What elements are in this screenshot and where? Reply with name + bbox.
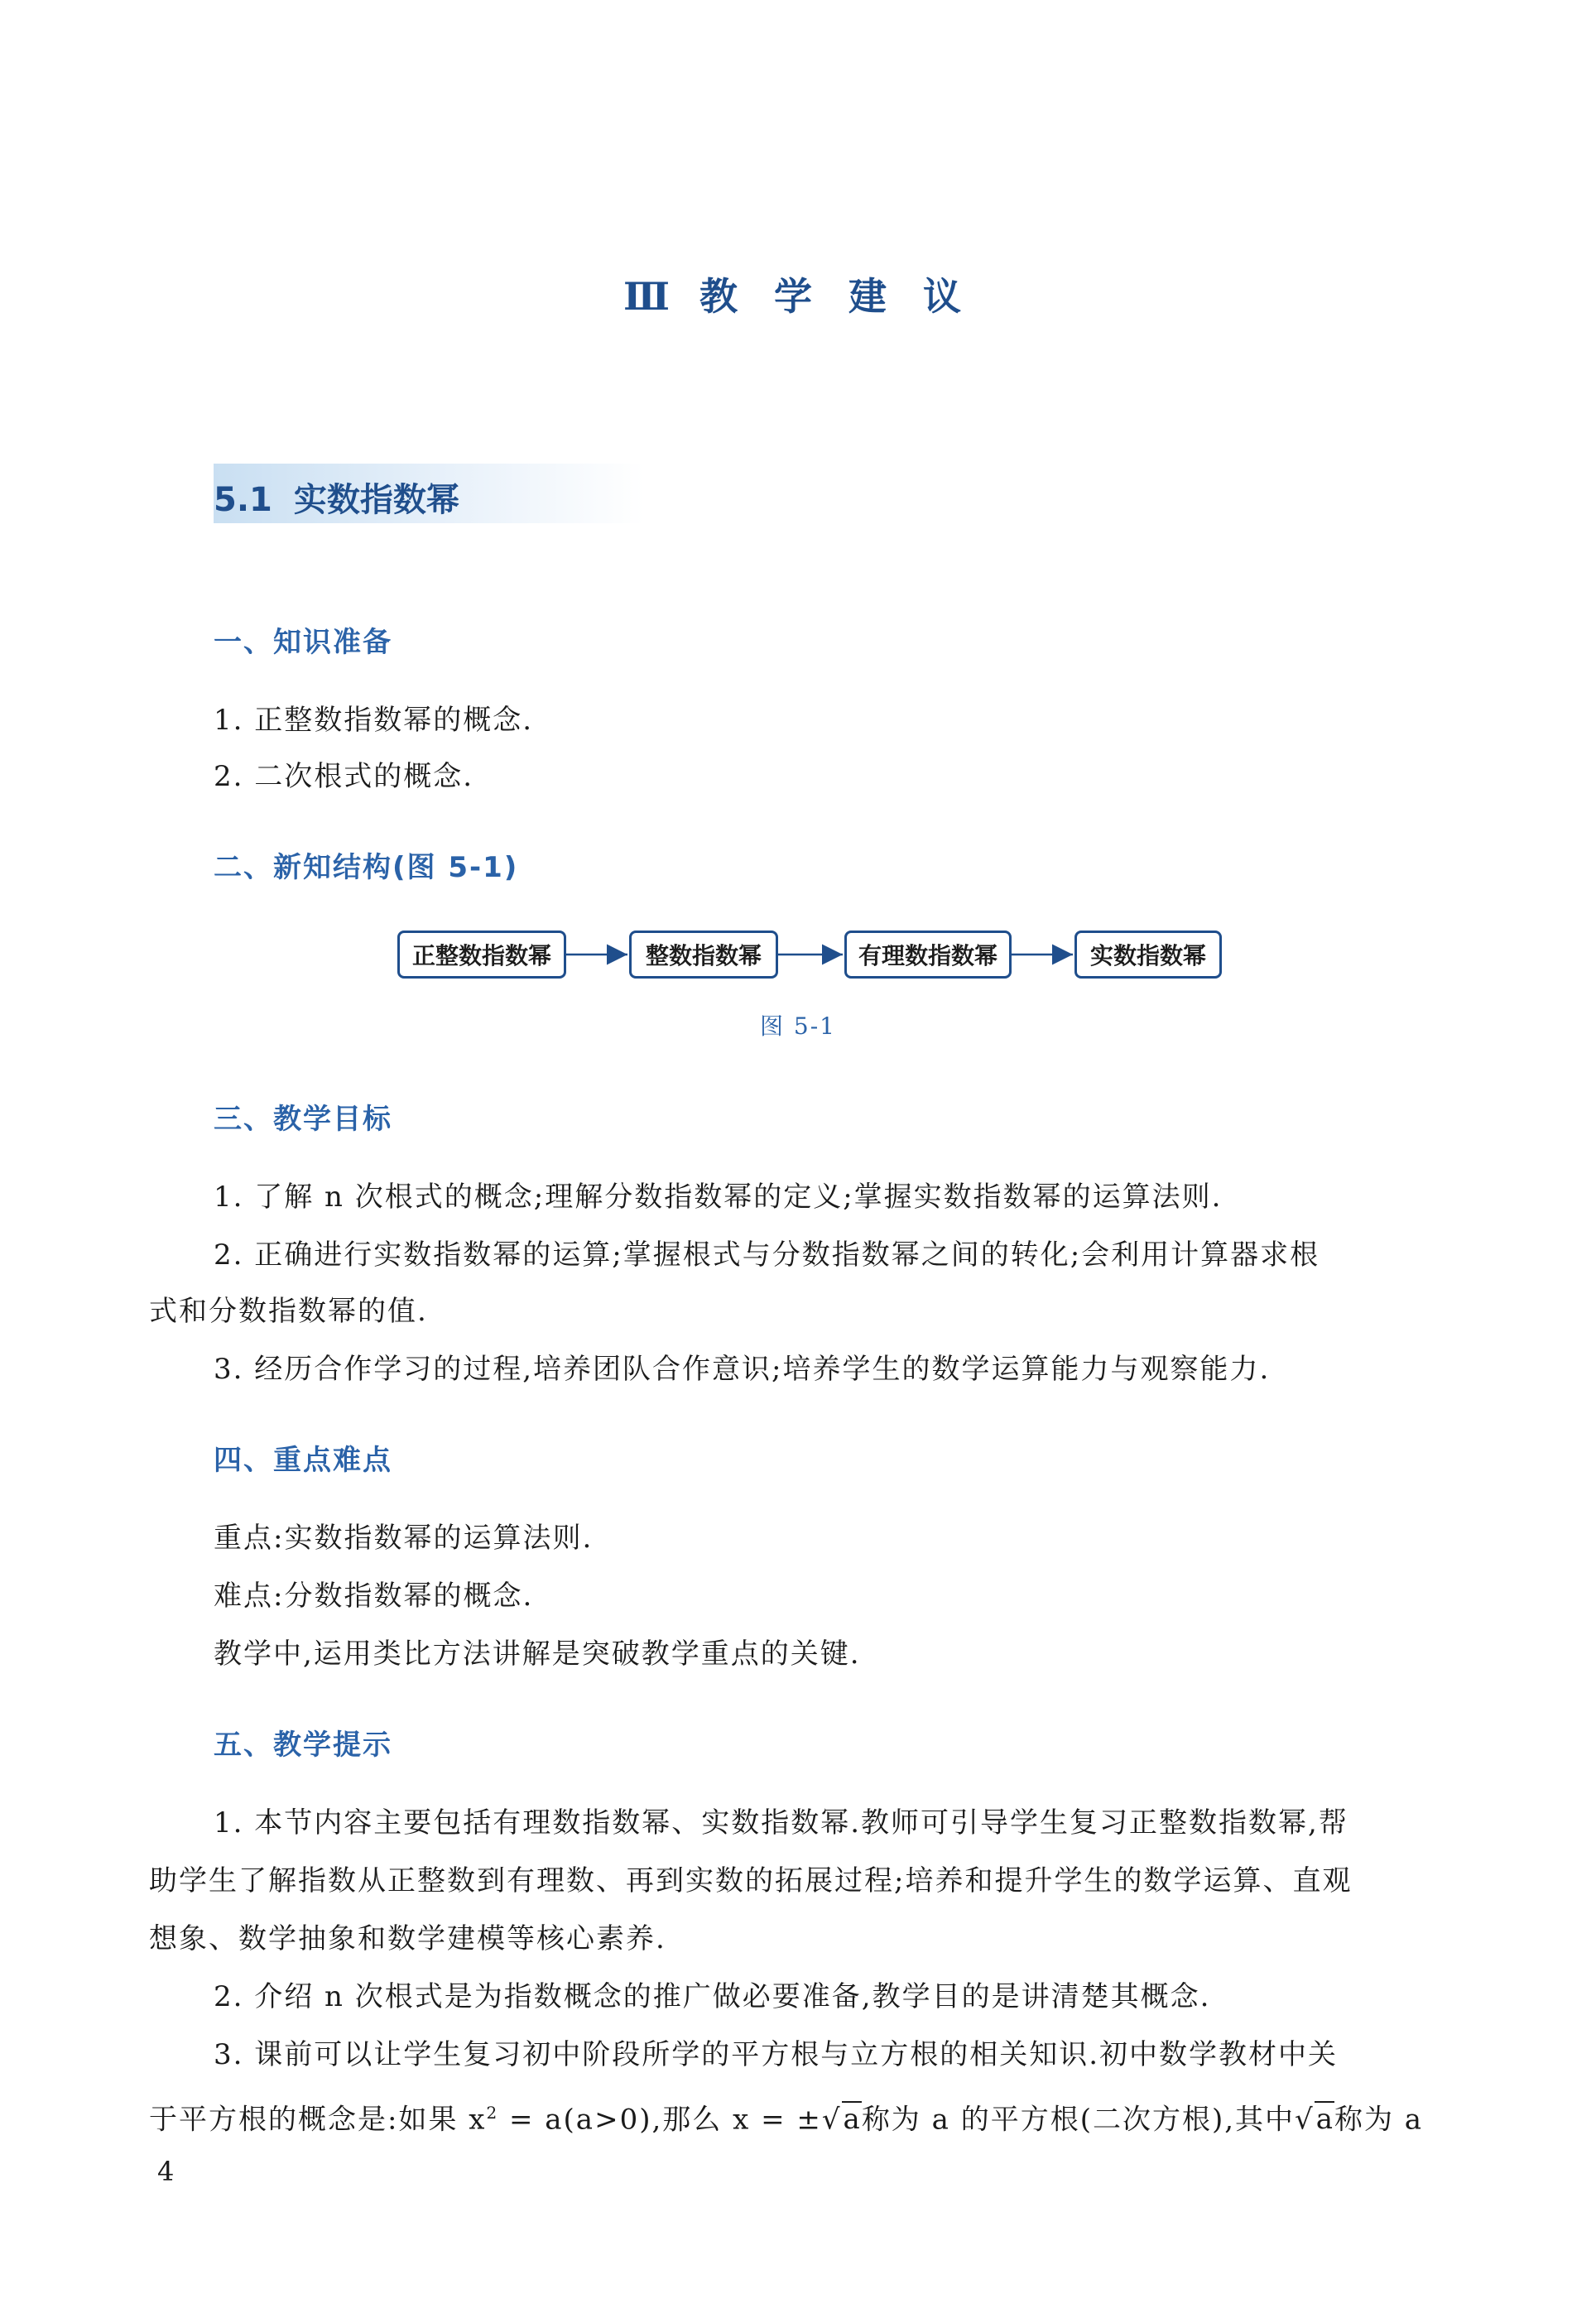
tip-line-6-part4: 称为 a bbox=[1334, 2103, 1424, 2137]
part-title-text: 教 学 建 议 bbox=[699, 274, 973, 319]
figure-caption: 图 5-1 bbox=[760, 1012, 836, 1040]
tip-line-6-superscript: 2 bbox=[486, 2103, 499, 2123]
goal-line-4: 3. 经历合作学习的过程,培养团队合作意识;培养学生的数学运算能力与观察能力. bbox=[214, 1353, 1271, 1386]
prep-item-1: 1. 正整数指数幂的概念. bbox=[214, 704, 534, 737]
keypoint-line-3: 教学中,运用类比方法讲解是突破教学重点的关键. bbox=[214, 1638, 861, 1671]
heading-teaching-goals: 三、教学目标 bbox=[214, 1103, 392, 1136]
tip-line-2: 助学生了解指数从正整数到有理数、再到实数的拓展过程;培养和提升学生的数学运算、直观 bbox=[149, 1864, 1353, 1897]
section-title-text: 实数指数幂 bbox=[293, 481, 459, 519]
tip-line-6-part2: = a(a>0),那么 x = ± bbox=[498, 2103, 822, 2137]
tip-line-6-part3: 称为 a 的平方根(二次方根),其中 bbox=[861, 2103, 1296, 2137]
heading-new-structure: 二、新知结构(图 5-1) bbox=[214, 851, 519, 884]
heading-knowledge-prep: 一、知识准备 bbox=[214, 626, 392, 659]
goal-line-2: 2. 正确进行实数指数幂的运算;掌握根式与分数指数幂之间的转化;会利用计算器求根 bbox=[214, 1238, 1320, 1272]
goal-line-1: 1. 了解 n 次根式的概念;理解分数指数幂的定义;掌握实数指数幂的运算法则. bbox=[214, 1181, 1223, 1214]
tip-line-6-radicand-1: a bbox=[843, 2103, 862, 2137]
keypoint-line-1: 重点:实数指数幂的运算法则. bbox=[214, 1522, 594, 1555]
tip-line-1: 1. 本节内容主要包括有理数指数幂、实数指数幂.教师可引导学生复习正整数指数幂,帮 bbox=[214, 1806, 1348, 1839]
flow-box-real-exponent: 实数指数幂 bbox=[1074, 931, 1222, 979]
keypoint-line-2: 难点:分数指数幂的概念. bbox=[214, 1580, 534, 1613]
part-numeral: Ⅲ bbox=[623, 274, 670, 319]
tip-line-6: 于平方根的概念是:如果 $x^2 = a(a>0)$,那么 x = ±√a称为 a 的平方根(二次方根),其中√a称为 a bbox=[149, 2103, 1424, 2137]
flow-box-integer-exponent: 整数指数幂 bbox=[629, 931, 778, 979]
tip-line-6-part1: 于平方根的概念是:如果 x bbox=[149, 2103, 487, 2137]
section-number: 5.1 bbox=[214, 481, 272, 519]
tip-line-6-radicand-2: a bbox=[1315, 2103, 1334, 2137]
heading-key-difficult: 四、重点难点 bbox=[214, 1444, 392, 1477]
tip-line-3: 想象、数学抽象和数学建模等核心素养. bbox=[149, 1922, 666, 1955]
flow-box-rational-exponent: 有理数指数幂 bbox=[844, 931, 1012, 979]
page-number: 4 bbox=[157, 2156, 175, 2187]
tip-line-5: 3. 课前可以让学生复习初中阶段所学的平方根与立方根的相关知识.初中数学教材中关 bbox=[214, 2038, 1339, 2071]
goal-line-3: 式和分数指数幂的值. bbox=[149, 1295, 428, 1328]
tip-line-4: 2. 介绍 n 次根式是为指数概念的推广做必要准备,教学目的是讲清楚其概念. bbox=[214, 1980, 1211, 2013]
flow-box-positive-integer-exponent: 正整数指数幂 bbox=[397, 931, 566, 979]
heading-teaching-tips: 五、教学提示 bbox=[214, 1729, 392, 1762]
prep-item-2: 2. 二次根式的概念. bbox=[214, 760, 474, 793]
